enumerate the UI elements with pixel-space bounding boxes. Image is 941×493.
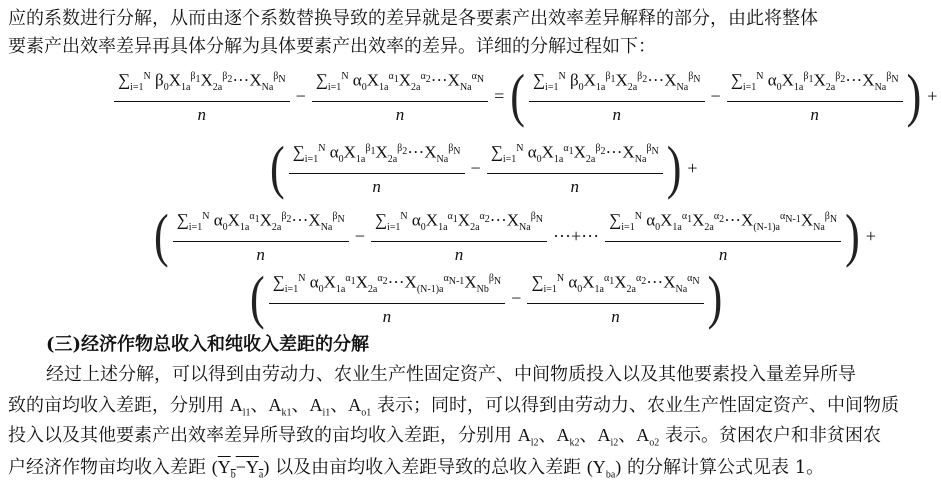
equation-row-4 <box>248 264 724 331</box>
section-heading: (三)经济作物总收入和纯收入差距的分解 <box>46 334 370 355</box>
denominator: n <box>718 245 728 265</box>
equation-row-3 <box>152 202 880 269</box>
fraction <box>529 66 705 126</box>
paragraph2-line1: 经过上述分解，可以得到由劳动力、农业生产性固定资产、中间物质投入以及其他要素投入量差异所导 <box>46 364 856 385</box>
paragraph1-line1: 应的系数进行分解，从而由逐个系数替换导致的差异就是各要素产出效率差异解释的部分，由此将整体 <box>8 8 818 29</box>
fraction <box>727 66 903 126</box>
right-paren: ) <box>906 62 922 129</box>
variable: $(Y_b-Y_a)$ <box>211 457 270 481</box>
denominator: n <box>570 177 579 197</box>
numerator: $\sum_{i=1}^N$ $\alpha_0X_{1a}^{\beta_1}X_{2a}^{\beta_2}\cdot\cdot\cdot X_{Na}^{\beta_N}$ <box>727 66 903 102</box>
minus-sign: − <box>710 85 721 106</box>
plus-sign: + <box>927 85 938 106</box>
text-span: 投入以及其他要素产出效率差异所导致的亩均收入差距，分别用 <box>8 425 512 446</box>
fraction <box>527 268 703 328</box>
left-paren: ( <box>154 202 169 269</box>
text-span: 致的亩均收入差距，分别用 <box>8 395 224 416</box>
fraction <box>114 66 290 126</box>
equation-row-2 <box>268 134 702 201</box>
minus-sign: − <box>511 287 522 308</box>
denominator: n <box>612 105 621 125</box>
right-paren: ) <box>666 134 682 201</box>
numerator: $\sum_{i=1}^N$ $\beta_0X_{1a}^{\beta_1}X_{2a}^{\beta_2}\cdot\cdot\cdot X_{Na}^{\beta_N}$ <box>529 66 705 102</box>
numerator: $\sum_{i=1}^N$ $\alpha_0X_{1a}^{\alpha_1}X_{2a}^{\beta_2}\cdot\cdot\cdot X_{Na}^{\beta_N}$ <box>173 206 349 242</box>
fraction <box>269 268 506 328</box>
ellipsis-plus: ···+··· <box>553 225 600 246</box>
equation-row-1 <box>112 62 941 129</box>
minus-sign: − <box>354 225 365 246</box>
variable-list: $A_{l2}$、$A_{k2}$、$A_{i2}$、$A_{o2}$ <box>517 425 660 449</box>
text-span: 的分解计算公式见表 1。 <box>627 457 825 478</box>
numerator: $\sum_{i=1}^N$ $\alpha_0X_{1a}^{\beta_1}X_{2a}^{\beta_2}\cdot\cdot\cdot X_{Na}^{\beta_N}$ <box>289 138 465 174</box>
plus-sign: + <box>687 157 698 178</box>
plus-sign: + <box>865 225 876 246</box>
numerator: $\sum_{i=1}^N$ $\alpha_0X_{1a}^{\alpha_1}X_{2a}^{\alpha_2}\cdot\cdot\cdot X_{Na}^{\alpha_N}$ <box>527 268 703 304</box>
numerator: $\sum_{i=1}^N$ $\alpha_0X_{1a}^{\alpha_1}X_{2a}^{\alpha_2}\cdot\cdot\cdot X_{Na}^{\beta_N}$ <box>371 206 547 242</box>
denominator: n <box>810 105 819 125</box>
right-paren: ) <box>845 202 860 269</box>
denominator: n <box>454 245 464 265</box>
denominator: n <box>372 177 381 197</box>
text-span: 表示。贫困农户和非贫困农 <box>665 425 882 446</box>
paragraph2-line3 <box>8 424 881 455</box>
left-paren: ( <box>270 134 285 201</box>
denominator: n <box>611 307 620 327</box>
denominator: n <box>197 105 207 125</box>
fraction <box>312 66 488 126</box>
fraction <box>605 206 841 266</box>
numerator: $\sum_{i=1}^N$ $\alpha_0X_{1a}^{\alpha_1}X_{2a}^{\alpha_2}\cdot\cdot\cdot X_{(N-1)a}^{\alpha_{N-1}}X_{Nb}^{\beta_N}$ <box>269 268 506 304</box>
numerator: $\sum_{i=1}^N$ $\alpha_0X_{1a}^{\alpha_1}X_{2a}^{\beta_2}\cdot\cdot\cdot X_{Na}^{\beta_N}$ <box>487 138 663 174</box>
variable: $(Y_{ba})$ <box>586 457 622 481</box>
denominator: n <box>395 105 405 125</box>
left-paren: ( <box>250 264 265 331</box>
numerator: $\sum_{i=1}^N$ $\alpha_0X_{1a}^{\alpha_1}X_{2a}^{\alpha_2}\cdot\cdot\cdot X_{Na}^{\alpha_N}$ <box>312 66 488 102</box>
fraction <box>371 206 547 266</box>
paragraph2-line4 <box>8 456 824 487</box>
right-paren: ) <box>707 264 723 331</box>
denominator: n <box>256 245 265 265</box>
denominator: n <box>382 307 392 327</box>
paragraph1-line2: 要素产出效率差异再具体分解为具体要素产出效率的差异。详细的分解过程如下： <box>8 36 656 57</box>
fraction <box>487 138 663 198</box>
numerator: $\sum_{i=1}^N$ $\beta_0X_{1a}^{\beta_1}X_{2a}^{\beta_2}\cdot\cdot\cdot X_{Na}^{\beta_N}$ <box>114 66 290 102</box>
left-paren: ( <box>510 62 525 129</box>
minus-sign: − <box>470 157 481 178</box>
numerator: $\sum_{i=1}^N$ $\alpha_0X_{1a}^{\alpha_1}X_{2a}^{\alpha_2}\cdot\cdot\cdot X_{(N-1)a}^{\alpha_{N-1}}X_{Na}^{\beta_N}$ <box>605 206 841 242</box>
text-span: 户经济作物亩均收入差距 <box>8 457 206 478</box>
variable-list: $A_{l1}$、$A_{k1}$、$A_{i1}$、$A_{o1}$ <box>229 395 372 419</box>
equals-sign: = <box>494 85 505 106</box>
text-span: 表示；同时，可以得到由劳动力、农业生产性固定资产、中间物质 <box>377 395 900 416</box>
fraction <box>173 206 349 266</box>
paragraph2-line2 <box>8 394 899 425</box>
minus-sign: − <box>295 85 306 106</box>
text-span: 以及由亩均收入差距导致的总收入差距 <box>275 457 582 478</box>
fraction <box>289 138 465 198</box>
